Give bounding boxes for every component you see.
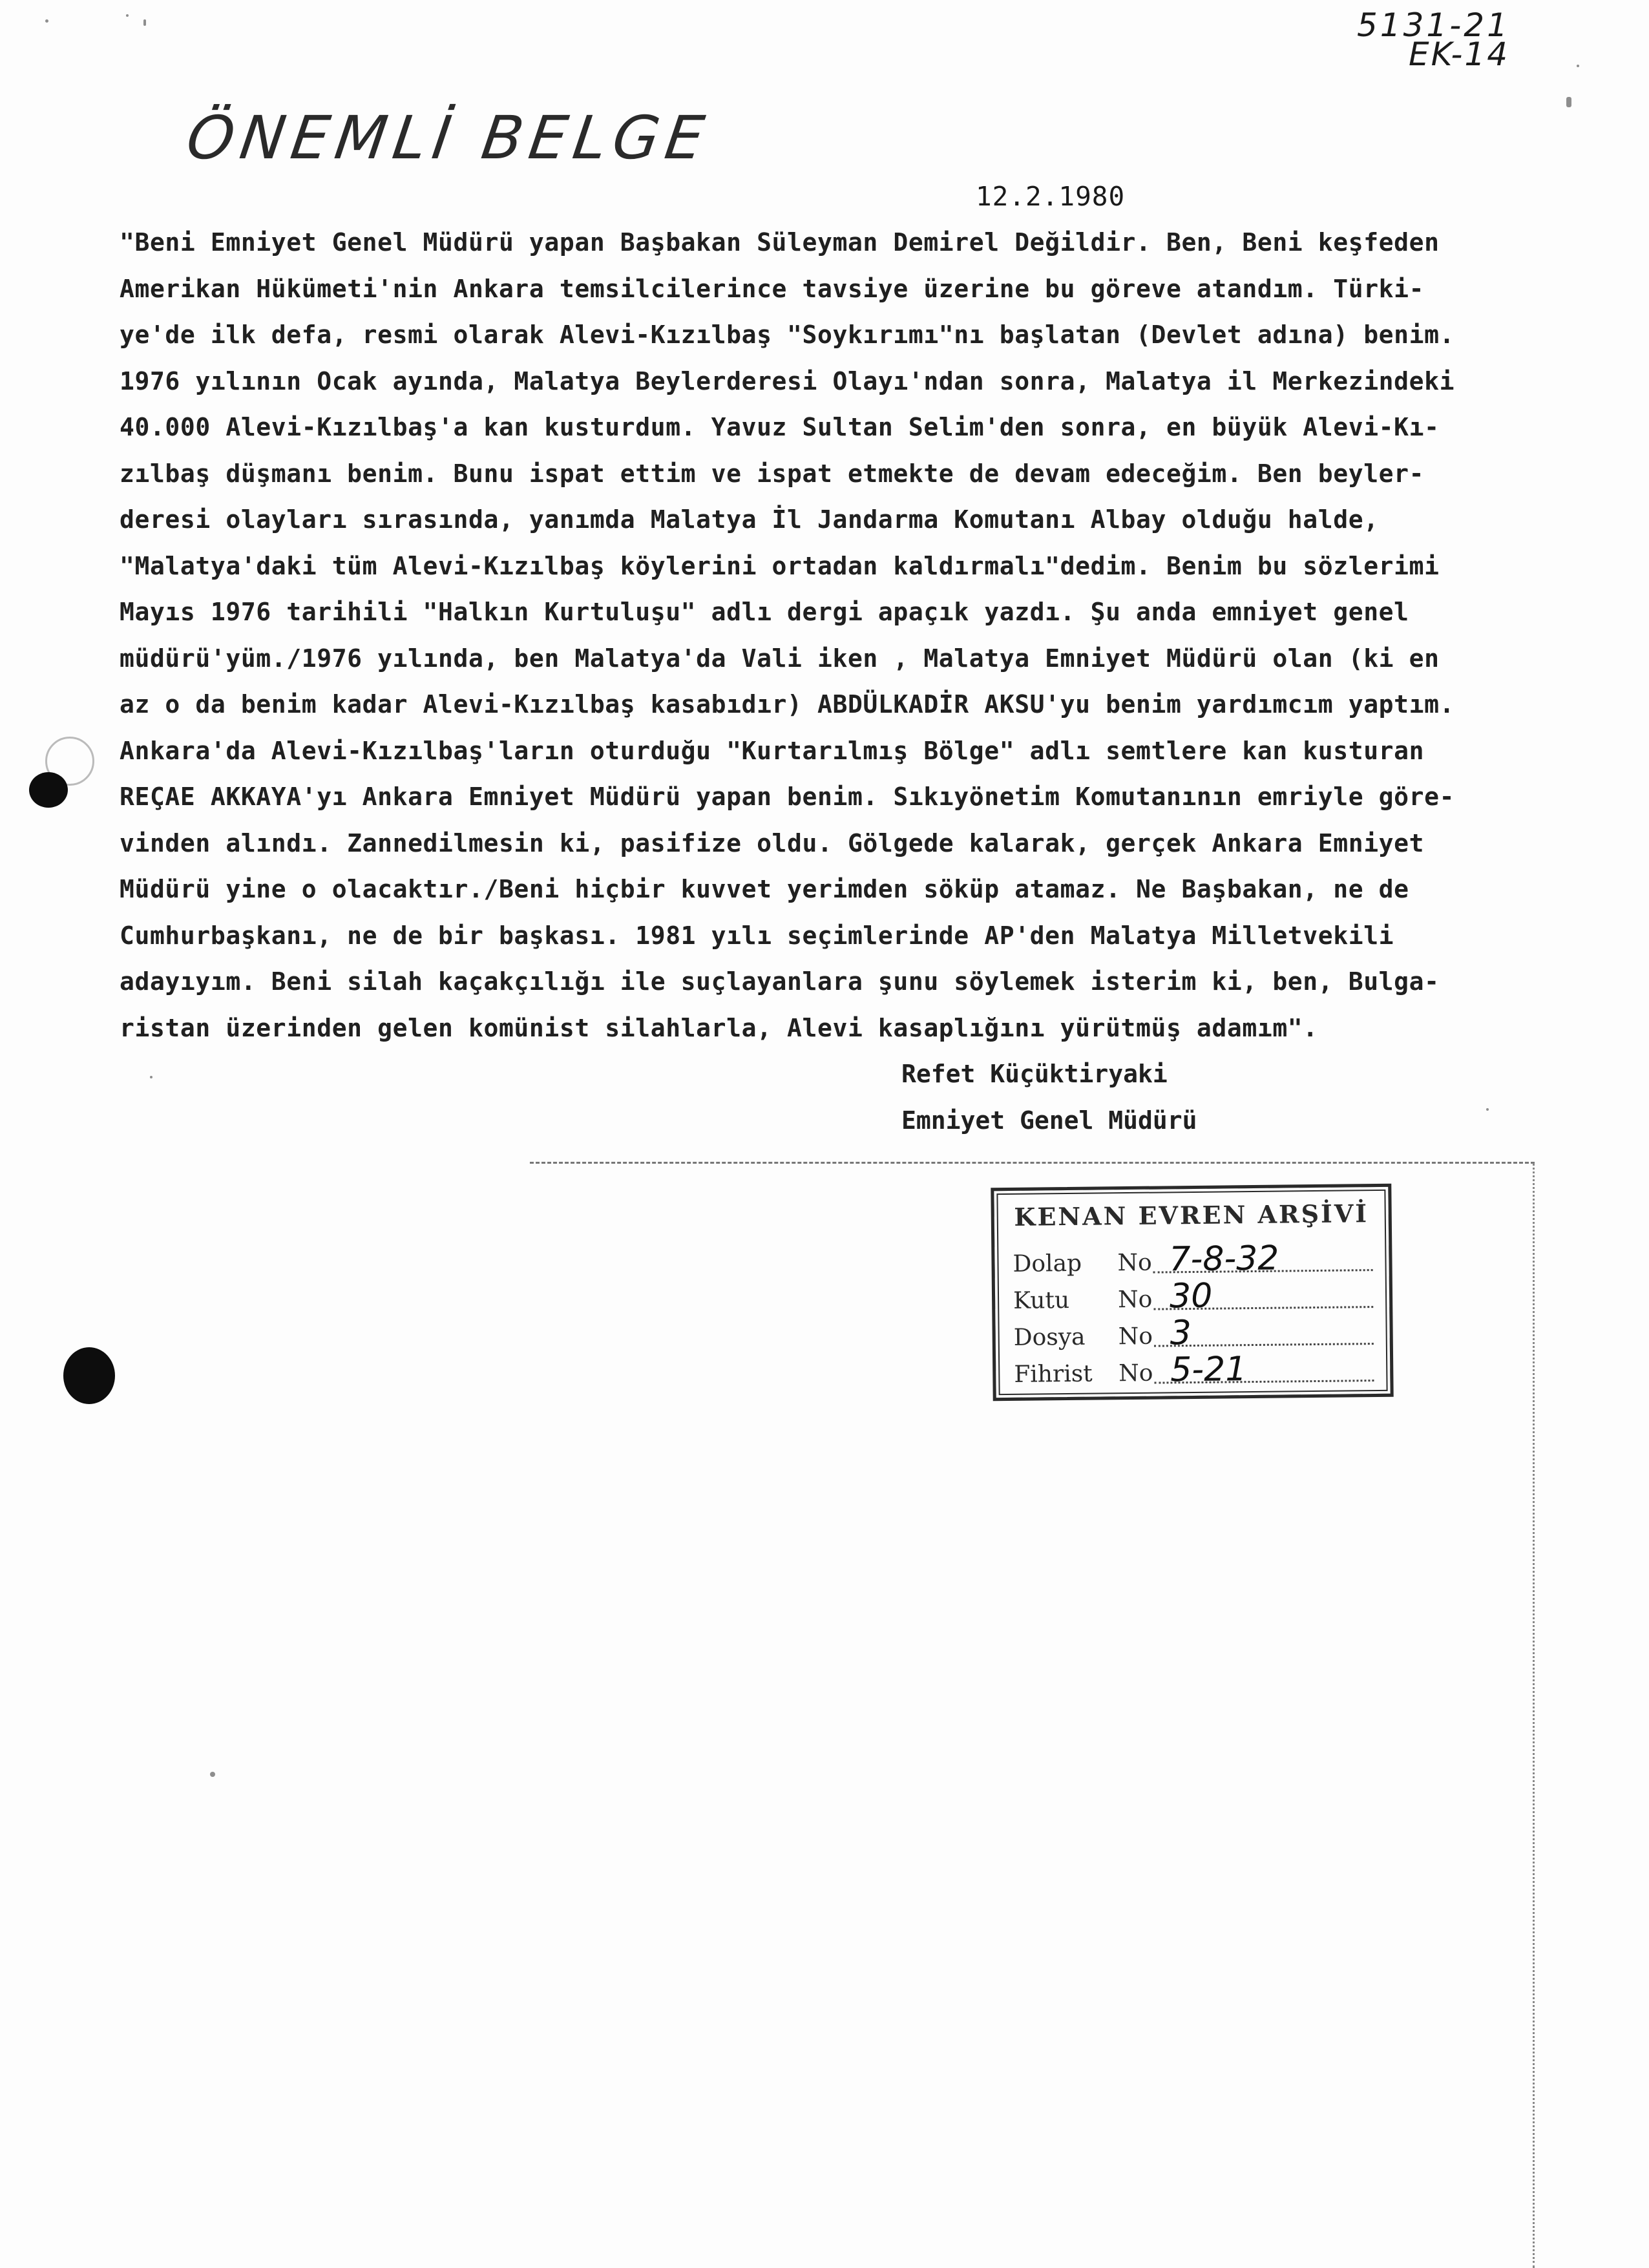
signature-name: Refet Küçüktiryaki [901, 1060, 1168, 1088]
body-line: az o da benim kadar Alevi-Kızılbaş kasabıdır) ABDÜLKADİR AKSU'yu benim yardımcım yaptım. [120, 690, 1455, 719]
body-line: Amerikan Hükümeti'nin Ankara temsilcilerince tavsiye üzerine bu göreve atandım. Türki- [120, 274, 1425, 303]
punch-hole [63, 1347, 115, 1404]
stamp-row-dosya [1008, 1316, 1377, 1356]
scan-speck [1566, 97, 1571, 107]
scan-speck [1577, 65, 1579, 67]
scan-edge-line [1533, 1163, 1535, 2268]
scan-speck [1486, 1108, 1489, 1111]
archive-stamp [991, 1184, 1393, 1401]
stamp-no-label: No [1119, 1360, 1153, 1387]
punch-hole [29, 772, 68, 808]
letter-body [120, 220, 1528, 1051]
scan-speck [210, 1772, 215, 1777]
body-line: Ankara'da Alevi-Kızılbaş'ların oturduğu "Kurtarılmış Bölge" adlı semtlere kan kusturan [120, 736, 1425, 765]
stamp-row-fihrist [1009, 1352, 1378, 1392]
body-line: REÇAE AKKAYA'yı Ankara Emniyet Müdürü yapan benim. Sıkıyönetim Komutanının emriyle göre- [120, 782, 1455, 811]
scan-speck [150, 1076, 152, 1078]
stamp-label: Kutu [1013, 1286, 1070, 1314]
scan-speck [143, 19, 146, 26]
body-line: Cumhurbaşkanı, ne de bir başkası. 1981 yılı seçimlerinde AP'den Malatya Milletvekili [120, 921, 1394, 950]
stamp-value: 7-8-32 [1169, 1239, 1279, 1279]
stamp-no-label: No [1118, 1323, 1153, 1350]
body-line: Mayıs 1976 tarihili "Halkın Kurtuluşu" adlı dergi apaçık yazdı. Şu anda emniyet genel [120, 598, 1409, 626]
body-line: zılbaş düşmanı benim. Bunu ispat ettim ve ispat etmekte de devam edeceğim. Ben beyler- [120, 459, 1425, 488]
scan-speck [126, 14, 129, 17]
body-line: Müdürü yine o olacaktır./Beni hiçbir kuvvet yerimden söküp atamaz. Ne Başbakan, ne de [120, 875, 1409, 903]
stamp-value: 3 [1170, 1314, 1192, 1353]
stamp-label: Fihrist [1014, 1360, 1093, 1388]
stamp-label: Dolap [1013, 1250, 1082, 1277]
body-line: 1976 yılının Ocak ayında, Malatya Beylerderesi Olayı'ndan sonra, Malatya il Merkezindeki [120, 366, 1455, 395]
body-line: ye'de ilk defa, resmi olarak Alevi-Kızılbaş "Soykırımı"nı başlatan (Devlet adına) benim. [120, 320, 1455, 349]
body-line: "Malatya'daki tüm Alevi-Kızılbaş köylerini ortadan kaldırmalı"dedim. Benim bu sözlerimi [120, 551, 1440, 580]
body-line: "Beni Emniyet Genel Müdürü yapan Başbakan Süleyman Demirel Değildir. Ben, Beni keşfeden [120, 228, 1440, 257]
annex-label: EK-14 [1409, 36, 1510, 73]
signature-title: Emniyet Genel Müdürü [901, 1106, 1197, 1135]
reference-number: 5131-21 [1357, 6, 1510, 44]
stamp-row-dolap [1007, 1239, 1376, 1282]
handwritten-title: ÖNEMLİ BELGE [182, 103, 715, 173]
body-line: adayıyım. Beni silah kaçakçılığı ile suçlayanlara şunu söylemek isterim ki, ben, Bulga- [120, 967, 1440, 996]
body-line: deresi olayları sırasında, yanımda Malatya İl Jandarma Komutanı Albay olduğu halde, [120, 505, 1379, 534]
stamp-label: Dosya [1013, 1323, 1086, 1351]
body-line: ristan üzerinden gelen komünist silahlarla, Alevi kasaplığını yürütmüş adamım". [120, 1013, 1318, 1042]
stamp-row-kutu [1008, 1276, 1377, 1319]
stamp-no-label: No [1117, 1286, 1153, 1314]
stamp-title: KENAN EVREN ARŞİVİ [1014, 1199, 1369, 1232]
body-line: müdürü'yüm./1976 yılında, ben Malatya'da Vali iken , Malatya Emniyet Müdürü olan (ki en [120, 644, 1440, 673]
document-date: 12.2.1980 [976, 181, 1126, 212]
scan-divider-line [530, 1162, 1535, 1164]
stamp-value: 30 [1169, 1276, 1213, 1316]
scan-speck [45, 19, 48, 23]
body-line: 40.000 Alevi-Kızılbaş'a kan kusturdum. Yavuz Sultan Selim'den sonra, en büyük Alevi-Kı- [120, 413, 1440, 441]
body-line: vinden alındı. Zannedilmesin ki, pasifize oldu. Gölgede kalarak, gerçek Ankara Emniyet [120, 828, 1425, 857]
stamp-no-label: No [1117, 1249, 1152, 1277]
stamp-value: 5-21 [1170, 1350, 1247, 1390]
